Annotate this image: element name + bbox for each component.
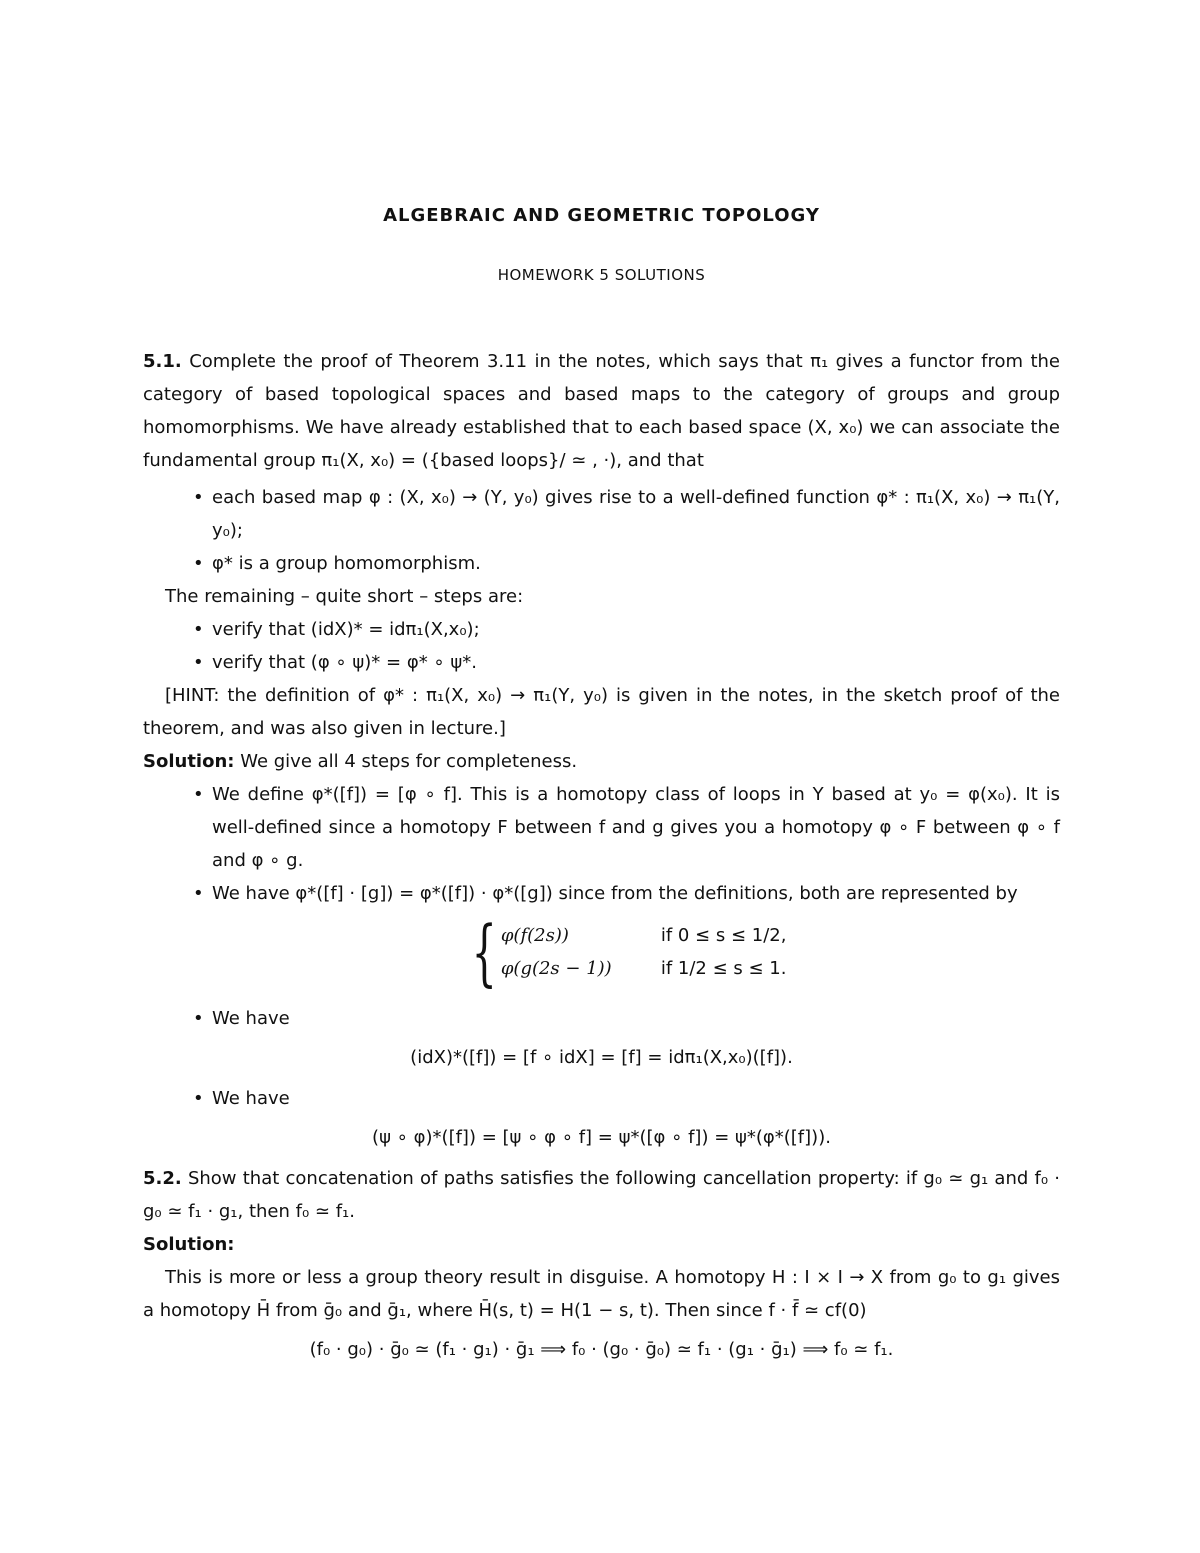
identity-equation: (idX)*([f]) = [f ∘ idX] = [f] = idπ₁(X,x₀)([f]).	[410, 1047, 793, 1068]
list-item: • verify that (φ ∘ ψ)* = φ* ∘ ψ*.	[143, 646, 1060, 679]
document-title: ALGEBRAIC AND GEOMETRIC TOPOLOGY	[383, 205, 820, 226]
solution-label: Solution:	[143, 1234, 235, 1255]
brace-icon: {	[471, 910, 497, 994]
bullet-icon: •	[193, 883, 204, 904]
list-item: • We have	[143, 1082, 1060, 1115]
cancellation-equation: (f₀ · g₀) · ḡ₀ ≃ (f₁ · g₁) · ḡ₁ ⟹ f₀ · (g₀ · ḡ₀) ≃ f₁ · (g₁ · ḡ₁) ⟹ f₀ ≃ f₁.	[309, 1339, 894, 1360]
list-item: • φ* is a group homomorphism.	[143, 547, 1060, 580]
hint: [HINT: the definition of φ* : π₁(X, x₀) → π₁(Y, y₀) is given in the notes, in the sketch proof of the theorem, and was also given in lecture.]	[143, 685, 1060, 739]
remaining-steps-intro: The remaining – quite short – steps are:	[165, 586, 524, 607]
bullet-icon: •	[193, 619, 204, 640]
problem-5-1-statement	[143, 345, 1060, 477]
case-row: φ(g(2s − 1)) if 1/2 ≤ s ≤ 1.	[500, 958, 787, 979]
composition-equation: (ψ ∘ φ)*([f]) = [ψ ∘ φ ∘ f] = ψ*([φ ∘ f]) = ψ*(φ*([f])).	[372, 1127, 831, 1148]
problem-5-2-statement: 5.2. Show that concatenation of paths satisfies the following cancellation property: if g₀ ≃ g₁ and f₀ · g₀ ≃ f₁ · g₁, then f₀ ≃ f₁.	[143, 1168, 1060, 1222]
bullet-icon: •	[193, 487, 204, 508]
bullet-icon: •	[193, 784, 204, 805]
list-item: • each based map φ : (X, x₀) → (Y, y₀) gives rise to a well-defined function φ* : π₁(X, x₀) → π₁(Y, y₀);	[143, 481, 1060, 547]
document-subtitle: HOMEWORK 5 SOLUTIONS	[497, 266, 706, 284]
list-item: • We have	[143, 1002, 1060, 1035]
bullet-icon: •	[193, 1008, 204, 1029]
bullet-icon: •	[193, 652, 204, 673]
problem-intro: Complete the proof of Theorem 3.11 in the notes, which says that π₁ gives a functor from the category of based topological spaces and based maps to the category of groups and group homomorphisms. We have already established that to each based space (X, x₀) we can associate the fundamental group π₁(X, x₀) = ({based loops}/ ≃ , ·), and that	[143, 351, 1060, 471]
bullet-icon: •	[193, 553, 204, 574]
bullet-icon: •	[193, 1088, 204, 1109]
list-item: • verify that (idX)* = idπ₁(X,x₀);	[143, 613, 1060, 646]
solution-label: Solution:	[143, 751, 235, 772]
solution-5-2-text: This is more or less a group theory result in disguise. A homotopy H : I × I → X from g₀ to g₁ gives a homotopy H̄ from ḡ₀ and ḡ₁, where H̄(s, t) = H(1 − s, t). Then since f · f̄ ≃ cf(0)	[143, 1267, 1060, 1321]
problem-number: 5.1.	[143, 351, 182, 372]
solution-5-1: Solution: We give all 4 steps for completeness.	[143, 751, 578, 772]
document-body	[143, 345, 1060, 1374]
list-item: • We have φ*([f] · [g]) = φ*([f]) · φ*([g]) since from the definitions, both are represented by	[143, 877, 1060, 910]
list-item: • We define φ*([f]) = [φ ∘ f]. This is a homotopy class of loops in Y based at y₀ = φ(x₀). It is well-defined since a homotopy F between f and g gives you a homotopy φ ∘ F between φ ∘ f and φ ∘ g.	[143, 778, 1060, 877]
case-row: φ(f(2s)) if 0 ≤ s ≤ 1/2,	[500, 925, 787, 946]
piecewise-definition	[451, 910, 1060, 994]
solution-5-2-label	[143, 1228, 1060, 1261]
problem-number: 5.2.	[143, 1168, 182, 1189]
